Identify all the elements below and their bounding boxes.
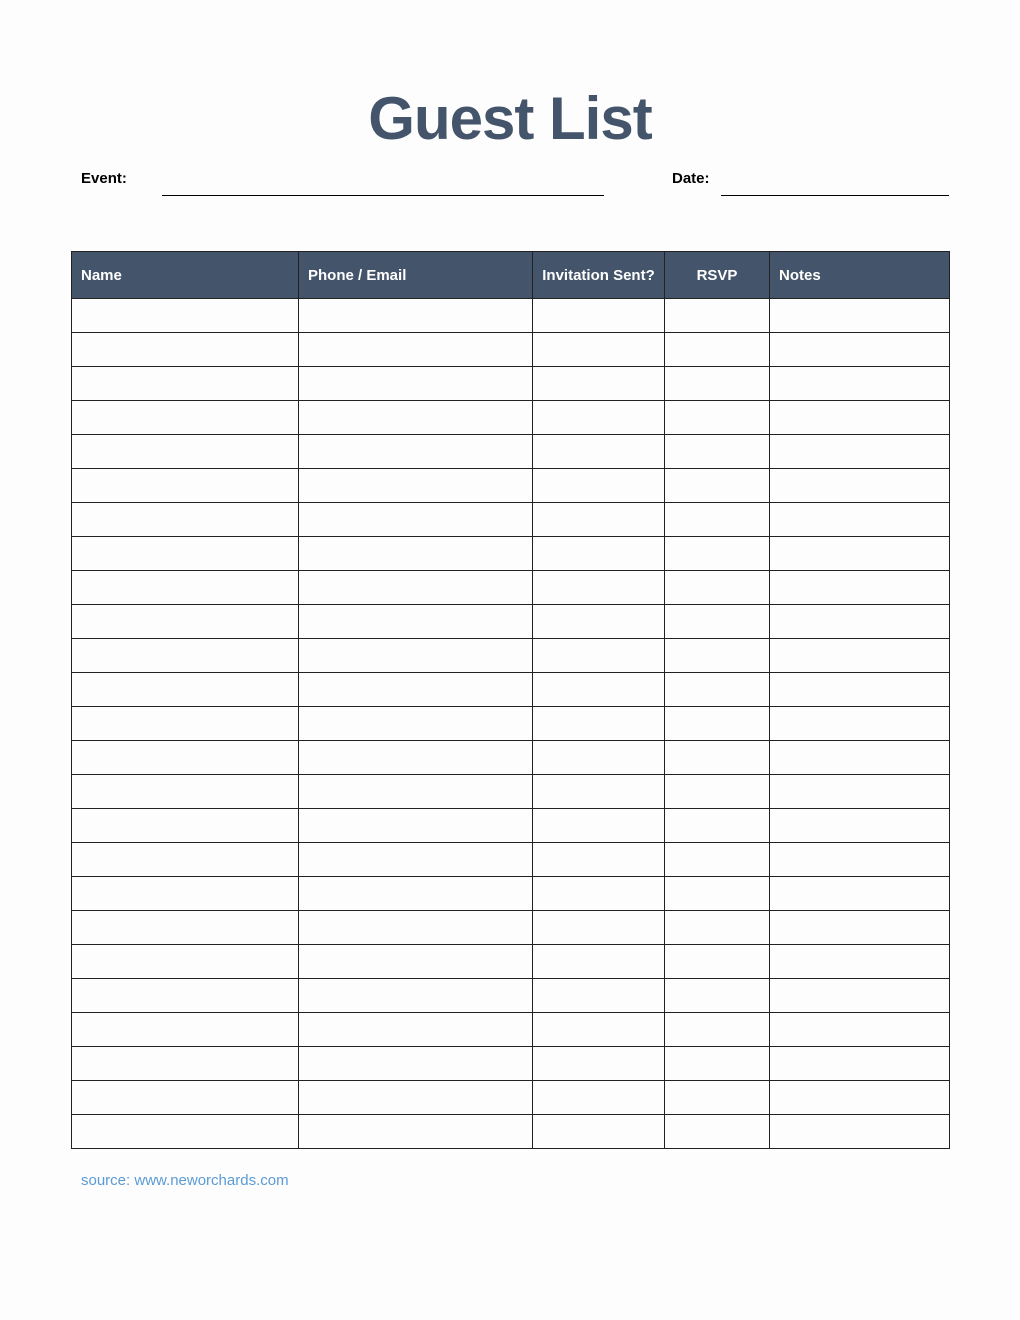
cell-notes[interactable]: [770, 911, 950, 945]
cell-notes[interactable]: [770, 299, 950, 333]
cell-name[interactable]: [72, 775, 299, 809]
table-row: [72, 911, 950, 945]
cell-name[interactable]: [72, 877, 299, 911]
cell-rsvp[interactable]: [665, 673, 770, 707]
cell-notes[interactable]: [770, 435, 950, 469]
cell-name[interactable]: [72, 741, 299, 775]
cell-invitation-sent[interactable]: [533, 401, 665, 435]
cell-rsvp[interactable]: [665, 401, 770, 435]
header-rsvp: RSVP: [665, 252, 770, 299]
cell-name[interactable]: [72, 707, 299, 741]
cell-name[interactable]: [72, 1047, 299, 1081]
cell-rsvp[interactable]: [665, 1115, 770, 1149]
cell-rsvp[interactable]: [665, 503, 770, 537]
table-row: [72, 435, 950, 469]
date-label: Date:: [672, 170, 710, 187]
cell-rsvp[interactable]: [665, 979, 770, 1013]
cell-rsvp[interactable]: [665, 843, 770, 877]
cell-phone-email[interactable]: [299, 401, 533, 435]
cell-name[interactable]: [72, 673, 299, 707]
cell-rsvp[interactable]: [665, 367, 770, 401]
event-label: Event:: [81, 170, 127, 187]
cell-invitation-sent[interactable]: [533, 537, 665, 571]
cell-rsvp[interactable]: [665, 809, 770, 843]
table-row: [72, 877, 950, 911]
table-row: [72, 775, 950, 809]
cell-name[interactable]: [72, 537, 299, 571]
event-field[interactable]: [162, 195, 604, 196]
cell-name[interactable]: [72, 469, 299, 503]
cell-rsvp[interactable]: [665, 299, 770, 333]
cell-phone-email[interactable]: [299, 333, 533, 367]
cell-notes[interactable]: [770, 741, 950, 775]
cell-name[interactable]: [72, 401, 299, 435]
cell-name[interactable]: [72, 503, 299, 537]
cell-rsvp[interactable]: [665, 707, 770, 741]
cell-notes[interactable]: [770, 809, 950, 843]
cell-rsvp[interactable]: [665, 605, 770, 639]
cell-phone-email[interactable]: [299, 1115, 533, 1149]
cell-name[interactable]: [72, 911, 299, 945]
cell-rsvp[interactable]: [665, 469, 770, 503]
table-row: [72, 945, 950, 979]
cell-notes[interactable]: [770, 1115, 950, 1149]
table-row: [72, 299, 950, 333]
page-title: Guest List: [368, 85, 652, 152]
cell-name[interactable]: [72, 945, 299, 979]
date-field[interactable]: [721, 195, 949, 196]
table-row: [72, 571, 950, 605]
table-row: [72, 1081, 950, 1115]
table-row: [72, 605, 950, 639]
cell-rsvp[interactable]: [665, 1047, 770, 1081]
cell-phone-email[interactable]: [299, 741, 533, 775]
cell-name[interactable]: [72, 843, 299, 877]
cell-name[interactable]: [72, 1115, 299, 1149]
cell-rsvp[interactable]: [665, 945, 770, 979]
cell-name[interactable]: [72, 605, 299, 639]
cell-notes[interactable]: [770, 775, 950, 809]
cell-phone-email[interactable]: [299, 843, 533, 877]
cell-rsvp[interactable]: [665, 435, 770, 469]
cell-invitation-sent[interactable]: [533, 1013, 665, 1047]
cell-notes[interactable]: [770, 503, 950, 537]
cell-phone-email[interactable]: [299, 537, 533, 571]
cell-phone-email[interactable]: [299, 571, 533, 605]
guest-table: [71, 251, 950, 1149]
cell-invitation-sent[interactable]: [533, 1047, 665, 1081]
cell-invitation-sent[interactable]: [533, 469, 665, 503]
cell-rsvp[interactable]: [665, 639, 770, 673]
table-row: [72, 503, 950, 537]
cell-notes[interactable]: [770, 605, 950, 639]
cell-notes[interactable]: [770, 877, 950, 911]
cell-invitation-sent[interactable]: [533, 605, 665, 639]
header-phone-email: Phone / Email: [299, 252, 533, 299]
cell-notes[interactable]: [770, 571, 950, 605]
cell-invitation-sent[interactable]: [533, 945, 665, 979]
table-row: [72, 401, 950, 435]
cell-notes[interactable]: [770, 639, 950, 673]
table-row: [72, 741, 950, 775]
cell-phone-email[interactable]: [299, 639, 533, 673]
cell-rsvp[interactable]: [665, 877, 770, 911]
cell-phone-email[interactable]: [299, 877, 533, 911]
table-row: [72, 469, 950, 503]
cell-invitation-sent[interactable]: [533, 435, 665, 469]
cell-notes[interactable]: [770, 1047, 950, 1081]
cell-invitation-sent[interactable]: [533, 639, 665, 673]
cell-notes[interactable]: [770, 945, 950, 979]
cell-phone-email[interactable]: [299, 469, 533, 503]
cell-name[interactable]: [72, 367, 299, 401]
cell-name[interactable]: [72, 299, 299, 333]
cell-rsvp[interactable]: [665, 775, 770, 809]
cell-invitation-sent[interactable]: [533, 843, 665, 877]
cell-invitation-sent[interactable]: [533, 809, 665, 843]
cell-notes[interactable]: [770, 1081, 950, 1115]
header-name: Name: [72, 252, 299, 299]
cell-notes[interactable]: [770, 367, 950, 401]
table-row: [72, 1013, 950, 1047]
cell-phone-email[interactable]: [299, 945, 533, 979]
cell-rsvp[interactable]: [665, 911, 770, 945]
cell-notes[interactable]: [770, 537, 950, 571]
cell-rsvp[interactable]: [665, 333, 770, 367]
cell-phone-email[interactable]: [299, 299, 533, 333]
cell-phone-email[interactable]: [299, 809, 533, 843]
cell-notes[interactable]: [770, 1013, 950, 1047]
table-row: [72, 639, 950, 673]
cell-name[interactable]: [72, 1013, 299, 1047]
cell-rsvp[interactable]: [665, 537, 770, 571]
cell-invitation-sent[interactable]: [533, 979, 665, 1013]
table-row: [72, 979, 950, 1013]
source-link[interactable]: source: www.neworchards.com: [81, 1172, 289, 1189]
cell-invitation-sent[interactable]: [533, 707, 665, 741]
header-notes: Notes: [770, 252, 950, 299]
cell-invitation-sent[interactable]: [533, 911, 665, 945]
cell-invitation-sent[interactable]: [533, 877, 665, 911]
cell-invitation-sent[interactable]: [533, 673, 665, 707]
cell-invitation-sent[interactable]: [533, 1081, 665, 1115]
cell-name[interactable]: [72, 809, 299, 843]
table-row: [72, 1047, 950, 1081]
cell-rsvp[interactable]: [665, 571, 770, 605]
cell-notes[interactable]: [770, 979, 950, 1013]
cell-phone-email[interactable]: [299, 1081, 533, 1115]
table-row: [72, 367, 950, 401]
cell-notes[interactable]: [770, 401, 950, 435]
cell-invitation-sent[interactable]: [533, 571, 665, 605]
cell-phone-email[interactable]: [299, 605, 533, 639]
cell-phone-email[interactable]: [299, 775, 533, 809]
cell-invitation-sent[interactable]: [533, 775, 665, 809]
table-row: [72, 333, 950, 367]
cell-invitation-sent[interactable]: [533, 503, 665, 537]
cell-phone-email[interactable]: [299, 673, 533, 707]
table-row: [72, 673, 950, 707]
cell-phone-email[interactable]: [299, 979, 533, 1013]
cell-notes[interactable]: [770, 843, 950, 877]
cell-invitation-sent[interactable]: [533, 367, 665, 401]
cell-rsvp[interactable]: [665, 1081, 770, 1115]
table-row: [72, 809, 950, 843]
cell-notes[interactable]: [770, 673, 950, 707]
table-row: [72, 707, 950, 741]
cell-invitation-sent[interactable]: [533, 1115, 665, 1149]
cell-invitation-sent[interactable]: [533, 741, 665, 775]
cell-name[interactable]: [72, 1081, 299, 1115]
cell-name[interactable]: [72, 639, 299, 673]
cell-invitation-sent[interactable]: [533, 299, 665, 333]
cell-phone-email[interactable]: [299, 1013, 533, 1047]
table-row: [72, 843, 950, 877]
cell-name[interactable]: [72, 979, 299, 1013]
cell-rsvp[interactable]: [665, 1013, 770, 1047]
table-row: [72, 1115, 950, 1149]
cell-name[interactable]: [72, 333, 299, 367]
cell-notes[interactable]: [770, 333, 950, 367]
cell-name[interactable]: [72, 571, 299, 605]
cell-phone-email[interactable]: [299, 435, 533, 469]
cell-phone-email[interactable]: [299, 707, 533, 741]
cell-notes[interactable]: [770, 469, 950, 503]
cell-phone-email[interactable]: [299, 911, 533, 945]
cell-invitation-sent[interactable]: [533, 333, 665, 367]
cell-phone-email[interactable]: [299, 503, 533, 537]
cell-notes[interactable]: [770, 707, 950, 741]
table-row: [72, 537, 950, 571]
header-invitation-sent: Invitation Sent?: [533, 252, 665, 299]
cell-phone-email[interactable]: [299, 367, 533, 401]
cell-name[interactable]: [72, 435, 299, 469]
cell-phone-email[interactable]: [299, 1047, 533, 1081]
cell-rsvp[interactable]: [665, 741, 770, 775]
